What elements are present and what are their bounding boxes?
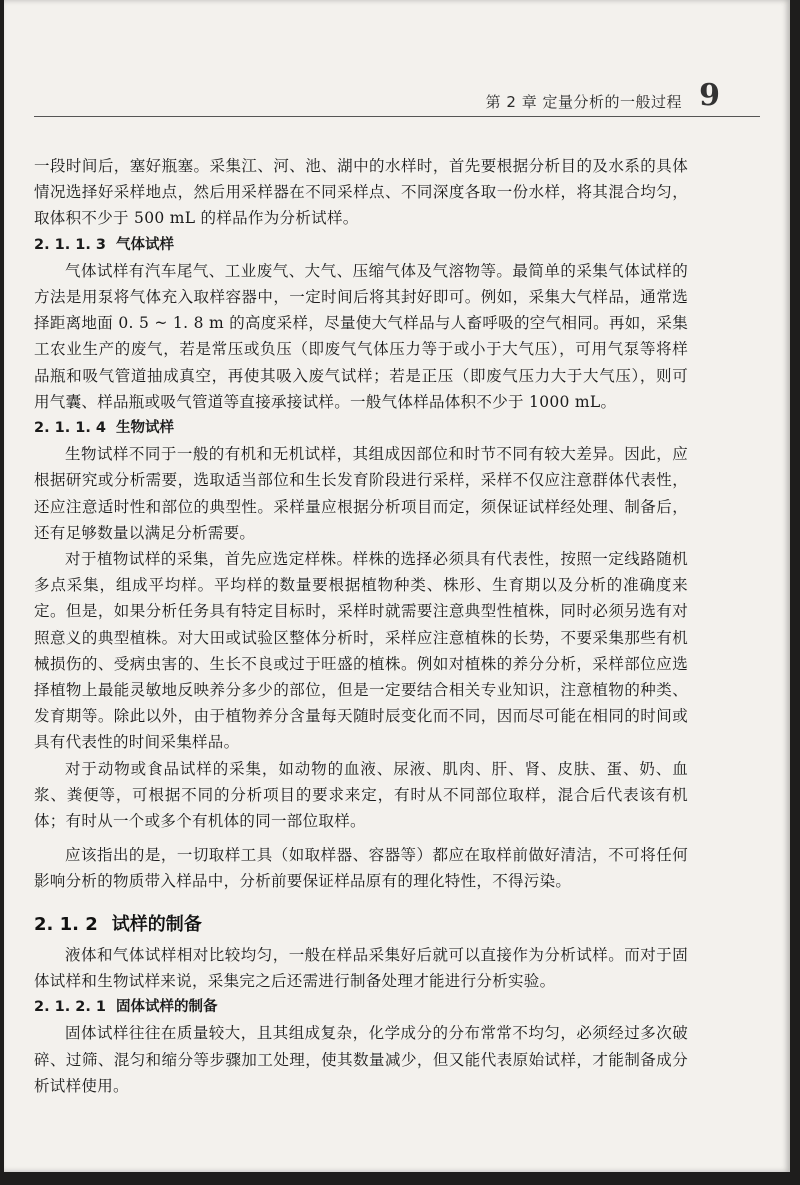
paragraph-sample-prep: 液体和气体试样相对比较均匀，一般在样品采集好后就可以直接作为分析试样。而对于固体试样和生物试样来说，采集完之后还需进行制备处理才能进行分析实验。 [34, 945, 688, 990]
paragraph-animal-sample: 对于动物或食品试样的采集，如动物的血液、尿液、肌肉、肝、肾、皮肤、蛋、奶、血浆、粪便等，可根据不同的分析项目的要求来定，有时从不同部位取样，混合后代表该有机体；有时从一个或多个有机体的同一部位取样。 [34, 759, 688, 831]
section-title: 生物试样 [116, 420, 175, 437]
chapter-title: 第 2 章 定量分析的一般过程 [485, 93, 682, 111]
spacer [34, 834, 688, 842]
paragraph-gas-sample: 气体试样有汽车尾气、工业废气、大气、压缩气体及气溶物等。最简单的采集气体试样的方法是用泵将气体充入取样容器中，一定时间后将其封好即可。例如，采集大气样品，通常选择距离地面 0. 5 ~ 1. 8 m 的高度采样，尽量使大气样品与人畜呼吸的空气相同。再如，采集工农业生产的废气，若是常压或负压（即废气气体压力等于或小于大气压），可用气泵等将样品瓶和吸气管道抽成真空，再使其吸入废气试样；若是正压（即废气压力大于大气压），则可用气囊、样品瓶或吸气管道等直接承接试样。一般气体样品体积不少于 1000 mL。 [34, 261, 688, 411]
paragraph-solid-prep: 固体试样往往在质量较大，且其组成复杂，化学成分的分布常常不均匀，必须经过多次破碎、过筛、混匀和缩分等步骤加工处理，使其数量减少，但又能代表原始试样，才能制备成分析试样使用。 [34, 1024, 688, 1095]
paragraph-cleaning-note: 应该指出的是，一切取样工具（如取样器、容器等）都应在取样前做好清洁，不可将任何影响分析的物质带入样品中，分析前要保证样品原有的理化特性，不得污染。 [34, 846, 688, 891]
page-number: 9 [699, 78, 720, 113]
section-title: 试样的制备 [111, 913, 202, 935]
section-heading-solid-prep [34, 994, 688, 1020]
paragraph-bio-sample: 生物试样不同于一般的有机和无机试样，其组成因部位和时节不同有较大差异。因此，应根据研究或分析需要，选取适当部位和生长发育阶段进行采样，采样不仅应注意群体代表性，还应注意适时性和部位的典型性。采样量应根据分析项目而定，须保证试样经处理、制备后，还有足够数量以满足分析需要。 [34, 445, 688, 542]
section-number: 2. 1. 1. 4 [34, 420, 107, 437]
paragraph-plant-sample: 对于植物试样的采集，首先应选定样株。样株的选择必须具有代表性，按照一定线路随机多点采集，组成平均样。平均样的数量要根据植物种类、株形、生育期以及分析的准确度来定。但是，如果分析任务具有特定目标时，采样时就需要注意典型性植株，同时必须另选有对照意义的典型植株。对大田或试验区整体分析时，采样应注意植株的长势，不要采集那些有机械损伤的、受病虫害的、生长不良或过于旺盛的植株。例如对植株的养分分析，采样部位应选择植物上最能灵敏地反映养分多少的部位，但是一定要结合相关专业知识，注意植物的种类、发育期等。除此以外，由于植物养分含量每天随时辰变化而不同，因而尽可能在相同的时间或具有代表性的时间采集样品。 [34, 550, 688, 752]
book-page [4, 0, 790, 1172]
section-number: 2. 1. 2 [34, 913, 98, 935]
section-heading-gas-sample [34, 232, 688, 258]
section-heading-sample-prep [34, 912, 688, 938]
paragraph-water-sampling: 一段时间后，塞好瓶塞。采集江、河、池、湖中的水样时，首先要根据分析目的及水系的具体情况选择好采样地点，然后用采样器在不同采样点、不同深度各取一份水样，将其混合均匀，取体积不少于 500 mL 的样品作为分析试样。 [34, 157, 688, 228]
header-rule [34, 116, 760, 117]
section-number: 2. 1. 1. 3 [34, 236, 107, 253]
page-content [34, 153, 688, 1099]
section-number: 2. 1. 2. 1 [34, 999, 107, 1016]
section-title: 固体试样的制备 [116, 999, 218, 1016]
section-title: 气体试样 [116, 236, 175, 253]
running-header [4, 78, 790, 114]
section-heading-bio-sample [34, 415, 688, 441]
